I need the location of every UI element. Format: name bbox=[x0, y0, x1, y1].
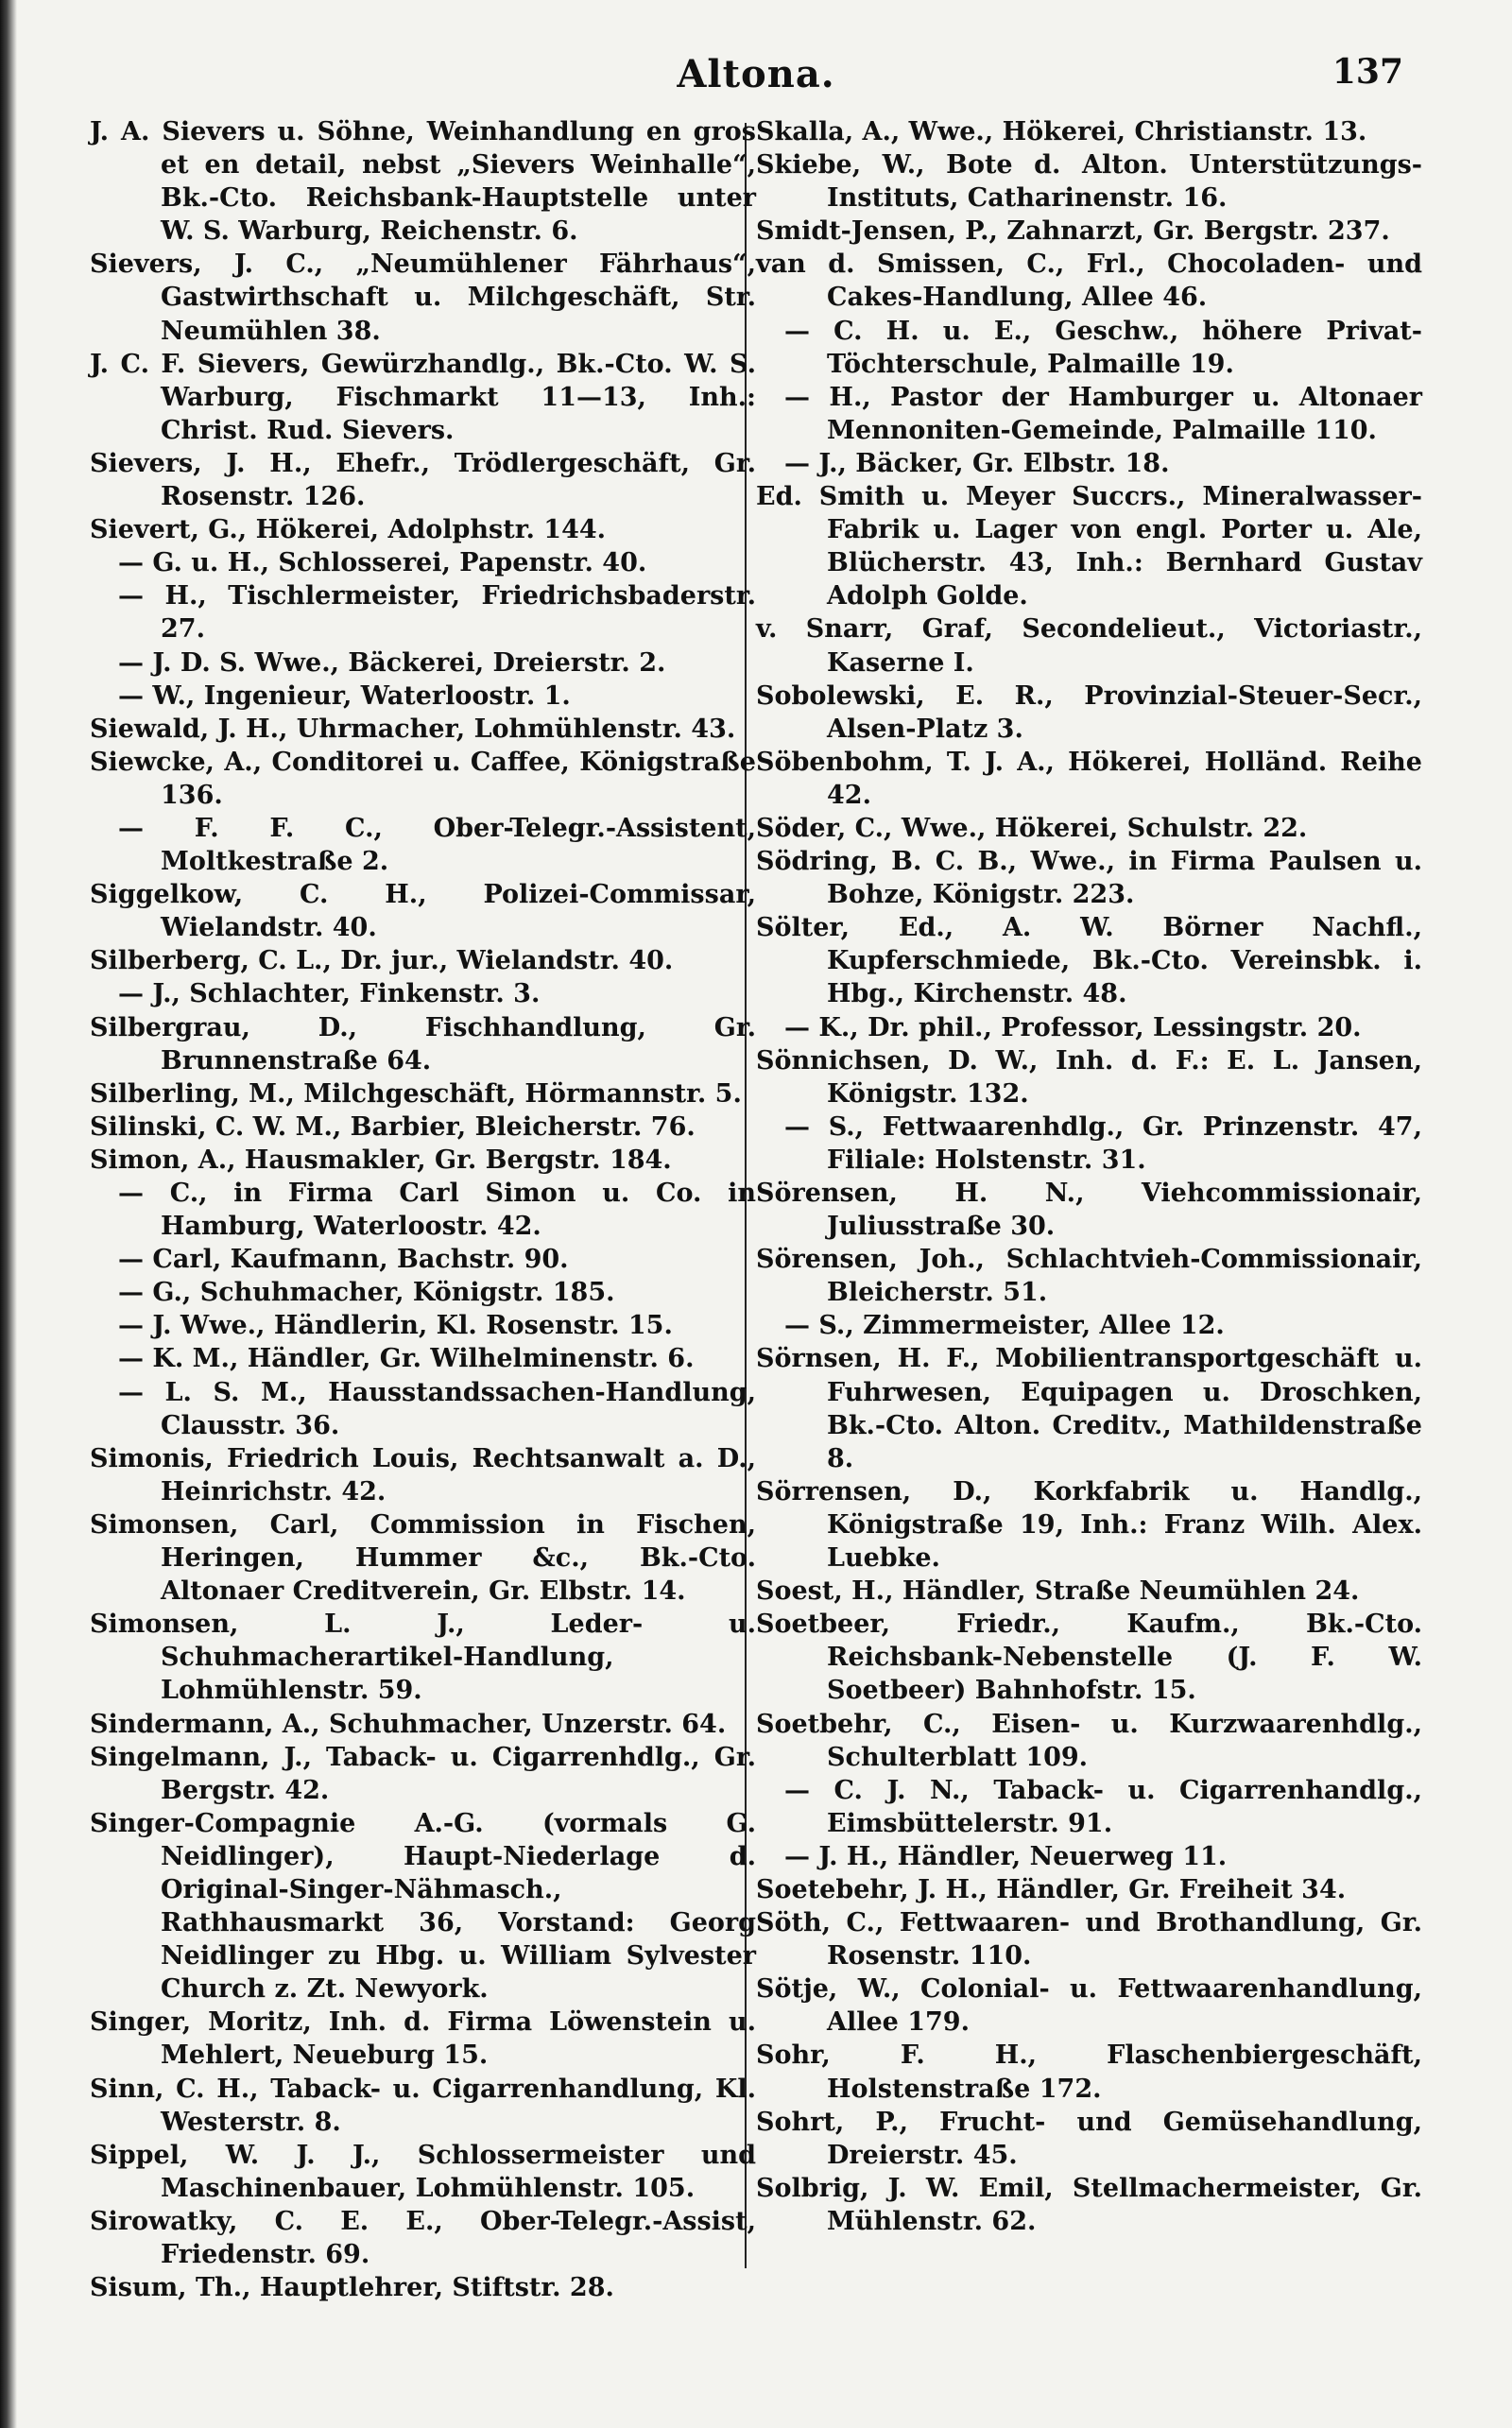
page-title: Altona. bbox=[677, 52, 835, 96]
directory-entry: — C. H. u. E., Geschw., höhere Privat-Töchterschule, Palmaille 19. bbox=[784, 316, 1422, 379]
directory-entry: Simonsen, L. J., Leder- u. Schuhmacherartikel-Handlung, Lohmühlenstr. 59. bbox=[90, 1610, 756, 1706]
directory-entry: Soetbehr, C., Eisen- u. Kurzwaarenhdlg., Schulterblatt 109. bbox=[756, 1709, 1422, 1772]
page-number: 137 bbox=[1332, 52, 1403, 92]
directory-entry: Simonsen, Carl, Commission in Fischen, Heringen, Hummer &c., Bk.-Cto. Altonaer Creditverein, Gr. Elbstr. 14. bbox=[90, 1509, 756, 1607]
directory-entry: — F. F. C., Ober-Telegr.-Assistent, Moltkestraße 2. bbox=[118, 813, 756, 877]
directory-entry: — L. S. M., Hausstandssachen-Handlung, Clausstr. 36. bbox=[118, 1377, 756, 1440]
directory-entry: — S., Fettwaarenhdlg., Gr. Prinzenstr. 47, Filiale: Holstenstr. 31. bbox=[784, 1111, 1422, 1175]
directory-entry: Simonis, Friedrich Louis, Rechtsanwalt a. D., Heinrichstr. 42. bbox=[90, 1443, 756, 1507]
directory-entry: v. Snarr, Graf, Secondelieut., Victoriastr., Kaserne I. bbox=[756, 614, 1422, 678]
directory-entry: Ed. Smith u. Meyer Succrs., Mineralwasser-Fabrik u. Lager von engl. Porter u. Ale, Blücherstr. 43, Inh.: Bernhard Gustav Adolph Golde. bbox=[756, 482, 1422, 611]
directory-entry: Simon, A., Hausmakler, Gr. Bergstr. 184. bbox=[90, 1145, 672, 1175]
directory-entry: Solbrig, J. W. Emil, Stellmachermeister, Gr. Mühlenstr. 62. bbox=[756, 2173, 1422, 2236]
directory-entry: Sörnsen, H. F., Mobilientransportgeschäft u. Fuhrwesen, Equipagen u. Droschken, Bk.-Cto. Alton. Creditv., Mathildenstraße 8. bbox=[756, 1344, 1422, 1473]
directory-entry: Sobolewski, E. R., Provinzial-Steuer-Secr., Alsen-Platz 3. bbox=[756, 680, 1422, 744]
directory-entry: Skiebe, W., Bote d. Alton. Unterstützungs-Instituts, Catharinenstr. 16. bbox=[756, 150, 1422, 214]
directory-entry: — Carl, Kaufmann, Bachstr. 90. bbox=[118, 1245, 569, 1275]
directory-entry: — J. H., Händler, Neuerweg 11. bbox=[784, 1841, 1228, 1871]
directory-entry: Sisum, Th., Hauptlehrer, Stiftstr. 28. bbox=[90, 2273, 614, 2303]
directory-entry: Sinn, C. H., Taback- u. Cigarrenhandlung, Kl. Westerstr. 8. bbox=[90, 2074, 756, 2137]
directory-entry: Soetebehr, J. H., Händler, Gr. Freiheit 34. bbox=[756, 1874, 1347, 1904]
directory-entry: — S., Zimmermeister, Allee 12. bbox=[784, 1311, 1225, 1341]
directory-entry: Siewcke, A., Conditorei u. Caffee, Königstraße 136. bbox=[90, 747, 756, 810]
directory-entry: Sörrensen, D., Korkfabrik u. Handlg., Königstraße 19, Inh.: Franz Wilh. Alex. Luebke. bbox=[756, 1476, 1422, 1574]
directory-entry: — K., Dr. phil., Professor, Lessingstr. 20. bbox=[784, 1012, 1362, 1042]
page-edge-shadow bbox=[0, 0, 17, 2428]
right-column bbox=[756, 115, 1422, 2238]
directory-entry: — J. D. S. Wwe., Bäckerei, Dreierstr. 2. bbox=[118, 647, 666, 678]
directory-entry: — G., Schuhmacher, Königstr. 185. bbox=[118, 1278, 615, 1308]
directory-entry: J. C. F. Sievers, Gewürzhandlg., Bk.-Cto. W. S. Warburg, Fischmarkt 11—13, Inh.: Christ. Rud. Sievers. bbox=[90, 349, 756, 445]
directory-entry: van d. Smissen, C., Frl., Chocoladen- und Cakes-Handlung, Allee 46. bbox=[756, 250, 1422, 313]
directory-entry: Sötje, W., Colonial- u. Fettwaarenhandlung, Allee 179. bbox=[756, 1974, 1422, 2038]
directory-entry: Sörensen, Joh., Schlachtvieh-Commissionair, Bleicherstr. 51. bbox=[756, 1245, 1422, 1308]
directory-entry: — W., Ingenieur, Waterloostr. 1. bbox=[118, 680, 571, 711]
directory-entry: Skalla, A., Wwe., Hökerei, Christianstr. 13. bbox=[756, 117, 1367, 146]
directory-entry: Sirowatky, C. E. E., Ober-Telegr.-Assist, Friedenstr. 69. bbox=[90, 2206, 756, 2269]
directory-entry: — C. J. N., Taback- u. Cigarrenhandlg., Eimsbüttelerstr. 91. bbox=[784, 1775, 1422, 1838]
directory-entry: Siewald, J. H., Uhrmacher, Lohmühlenstr. 43. bbox=[90, 714, 736, 744]
directory-entry: — G. u. H., Schlosserei, Papenstr. 40. bbox=[118, 548, 647, 578]
directory-entry: — J. Wwe., Händlerin, Kl. Rosenstr. 15. bbox=[118, 1311, 673, 1341]
directory-entry: Sievert, G., Höker​ei, Adolphstr. 144. bbox=[90, 515, 607, 545]
directory-entry: — K. M., Händler, Gr. Wilhelminenstr. 6. bbox=[118, 1344, 695, 1374]
directory-entry: Söth, C., Fettwaaren- und Brothandlung, Gr. Rosenstr. 110. bbox=[756, 1908, 1422, 1972]
directory-entry: — H., Tischlermeister, Friedrichsbaderstr. 27. bbox=[118, 581, 756, 645]
directory-entry: Söbenbohm, T. J. A., Hökerei, Holländ. Reihe 42. bbox=[756, 747, 1422, 810]
directory-entry: Singelmann, J., Taback- u. Cigarrenhdlg., Gr. Bergstr. 42. bbox=[90, 1742, 756, 1805]
directory-entry: Sindermann, A., Schuhmacher, Unzerstr. 64. bbox=[90, 1709, 727, 1739]
directory-entry: Silinski, C. W. M., Barbier, Bleicherstr. 76. bbox=[90, 1111, 696, 1142]
directory-entry: Sippel, W. J. J., Schlossermeister und Maschinenbauer, Lohmühlenstr. 105. bbox=[90, 2140, 756, 2203]
directory-entry: — C., in Firma Carl Simon u. Co. in Hamburg, Waterloostr. 42. bbox=[118, 1179, 756, 1242]
directory-entry: Sönnichsen, D. W., Inh. d. F.: E. L. Jansen, Königstr. 132. bbox=[756, 1045, 1422, 1109]
directory-entry: Singer, Moritz, Inh. d. Firma Löwenstein u. Mehlert, Neueburg 15. bbox=[90, 2007, 756, 2071]
directory-entry: Sievers, J. C., „Neumühlener Fährhaus“, Gastwirthschaft u. Milchgeschäft, Str. Neumühlen 38. bbox=[90, 250, 756, 346]
directory-entry: — J., Bäcker, Gr. Elbstr. 18. bbox=[784, 448, 1170, 478]
directory-entry: Södring, B. C. B., Wwe., in Firma Paulsen u. Bohze, Königstr. 223. bbox=[756, 847, 1422, 910]
directory-entry: Silberberg, C. L., Dr. jur., Wielandstr. 40. bbox=[90, 946, 674, 976]
directory-entry: Smidt-Jensen, P., Zahnarzt, Gr. Bergstr. 237. bbox=[756, 216, 1390, 247]
left-column bbox=[90, 115, 756, 2304]
directory-entry: — J., Schlachter, Finkenstr. 3. bbox=[118, 979, 541, 1009]
directory-entry: Sölter, Ed., A. W. Börner Nachfl., Kupferschmiede, Bk.-Cto. Vereinsbk. i. Hbg., Kirchenstr. 48. bbox=[756, 913, 1422, 1009]
directory-entry: Sievers, J. H., Ehefr., Trödlergeschäft, Gr. Rosenstr. 126. bbox=[90, 448, 756, 512]
directory-entry: Sohrt, P., Frucht- und Gemüsehandlung, Dreierstr. 45. bbox=[756, 2107, 1422, 2170]
directory-entry: Silbergrau, D., Fischhandlung, Gr. Brunnenstraße 64. bbox=[90, 1012, 756, 1076]
directory-entry: Sörensen, H. N., Viehcommissionair, Juliusstraße 30. bbox=[756, 1179, 1422, 1242]
directory-entry: Siggelkow, C. H., Polizei-Commissar, Wielandstr. 40. bbox=[90, 880, 756, 943]
directory-entry: Singer-Compagnie A.-G. (vormals G. Neidlinger), Haupt-Niederlage d. Original-Singer-Nähmasch., Rathhausmarkt 36, Vorstand: Georg Neidlinger zu Hbg. u. William Sylvester Church z. Zt. Newyork. bbox=[90, 1808, 756, 2005]
directory-entry: Soest, H., Händler, Straße Neumühlen 24. bbox=[756, 1576, 1360, 1607]
directory-entry: J. A. Sievers u. Söhne, Weinhandlung en gros et en detail, nebst „Sievers Weinhalle“, Bk.-Cto. Reichsbank-Hauptstelle unter W. S. Warburg, Reichenstr. 6. bbox=[90, 117, 756, 247]
directory-entry: — H., Pastor der Hamburger u. Altonaer Mennoniten-Gemeinde, Palmaille 110. bbox=[784, 382, 1422, 445]
directory-entry: Silberling, M., Milchgeschäft, Hörmannstr. 5. bbox=[90, 1078, 742, 1109]
directory-entry: Sohr, F. H., Flaschenbiergeschäft, Holstenstraße 172. bbox=[756, 2041, 1422, 2104]
directory-entry: Soetbeer, Friedr., Kaufm., Bk.-Cto. Reichsbank-Nebenstelle (J. F. W. Soetbeer) Bahnhofstr. 15. bbox=[756, 1610, 1422, 1706]
directory-entry: Söder, C., Wwe., Hökerei, Schulstr. 22. bbox=[756, 813, 1308, 843]
